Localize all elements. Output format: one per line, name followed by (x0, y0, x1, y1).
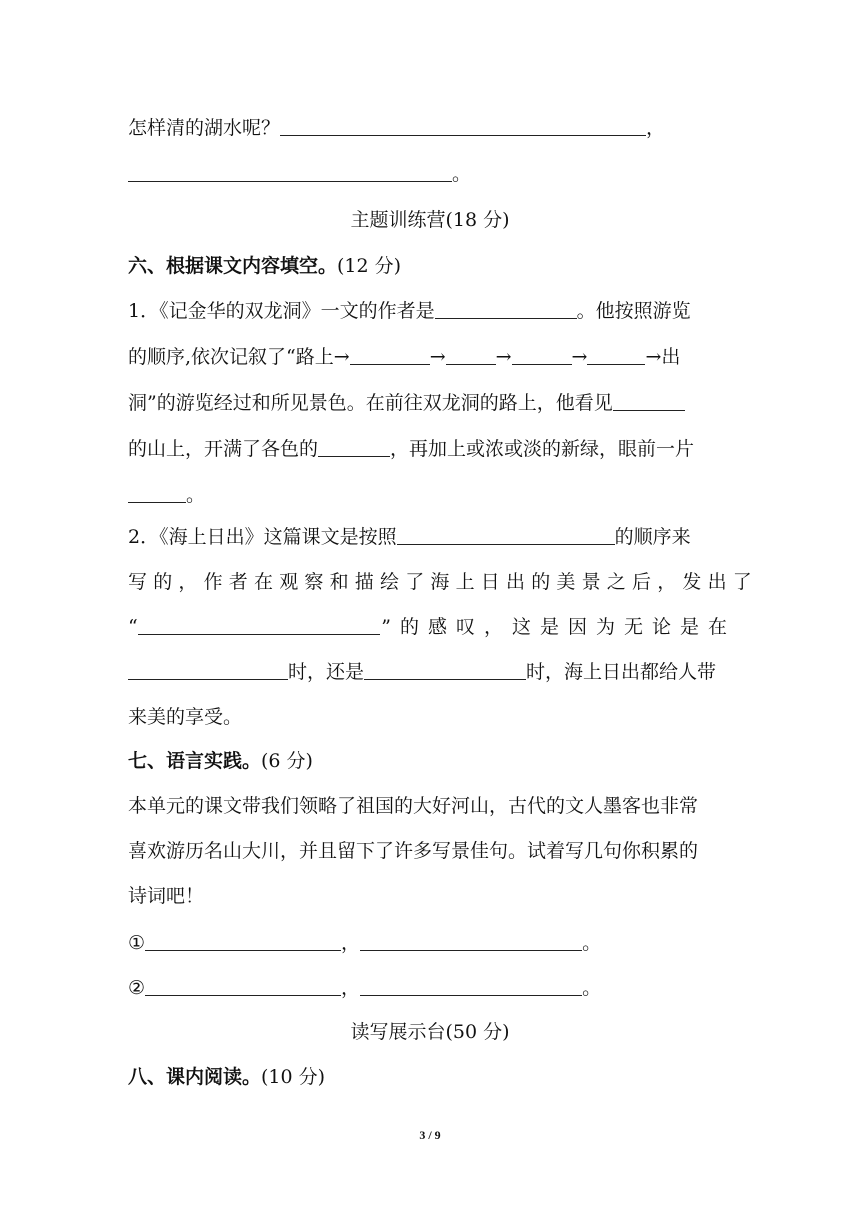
answer-blank[interactable] (613, 390, 685, 411)
q6-item1-line4 (128, 435, 736, 463)
q6-item1-line2 (128, 343, 736, 371)
text: ”的感叹，这是因为无论是在 (381, 616, 736, 638)
q5-line1-text: 怎样清的湖水呢？ (128, 117, 281, 139)
q5-line-2 (128, 160, 736, 188)
q7-paragraph-3: 诗词吧！ (128, 885, 205, 907)
q8-heading (128, 1063, 736, 1091)
q6-score: (12 分) (337, 255, 402, 277)
q8-heading-text: 八、课内阅读。 (128, 1066, 262, 1088)
punct: ， (341, 932, 361, 954)
page-number: 3 / 9 (419, 1128, 441, 1142)
q6-item1-line3 (128, 389, 736, 417)
answer-blank[interactable] (318, 436, 390, 457)
answer-blank[interactable] (280, 115, 646, 136)
section-title-reading: 读写展示台(50 分) (350, 1021, 510, 1043)
answer-blank[interactable] (360, 930, 582, 951)
q8-score: (10 分) (261, 1066, 326, 1088)
q7-answer-2 (128, 974, 736, 1002)
q5-line-1 (128, 114, 736, 142)
answer-blank[interactable] (138, 614, 380, 635)
item-number: 1． (128, 300, 160, 322)
section-title-theme: 主题训练营(18 分) (350, 209, 510, 231)
q6-item2-line2: 写的，作者在观察和描绘了海上日出的美景之后，发出了 (128, 571, 759, 593)
answer-blank[interactable] (512, 344, 572, 365)
circle-one-icon: ① (128, 932, 146, 954)
answer-blank[interactable] (145, 975, 341, 996)
arrow: → (333, 346, 350, 368)
answer-blank[interactable] (145, 930, 341, 951)
text: ，再加上或浓或淡的新绿，眼前一片 (390, 438, 695, 460)
punct: ， (646, 117, 666, 139)
circle-two-icon: ② (128, 977, 146, 999)
arrow: → (571, 346, 588, 368)
text: 出 (661, 346, 681, 368)
answer-blank[interactable] (128, 482, 186, 503)
arrow: → (645, 346, 662, 368)
q7-heading-text: 七、语言实践。 (128, 750, 262, 772)
q7-score: (6 分) (261, 750, 313, 772)
text: 的山上，开满了各色的 (128, 438, 319, 460)
answer-blank[interactable] (587, 344, 645, 365)
answer-blank[interactable] (446, 344, 496, 365)
punct: 。 (186, 484, 206, 506)
q6-item2-line1 (128, 523, 736, 551)
answer-blank[interactable] (364, 659, 526, 680)
item-number: 2． (128, 526, 160, 548)
q6-item1-line1 (128, 297, 736, 325)
q6-heading-text: 六、根据课文内容填空。 (128, 255, 338, 277)
q7-paragraph-1: 本单元的课文带我们领略了祖国的大好河山，古代的文人墨客也非常 (128, 795, 699, 817)
answer-blank[interactable] (350, 344, 430, 365)
q7-paragraph-2: 喜欢游历名山大川，并且留下了许多写景佳句。试着写几句你积累的 (128, 840, 699, 862)
punct: ， (341, 977, 361, 999)
quote-open: “ (128, 616, 138, 638)
q6-item1-line5 (128, 481, 736, 509)
text: 的顺序,依次记叙了“路上 (128, 346, 334, 368)
text: 时，海上日出都给人带 (526, 661, 717, 683)
punct: 。 (452, 163, 472, 185)
text: 。他按照游览 (576, 300, 691, 322)
punct: 。 (582, 977, 602, 999)
q6-heading (128, 252, 736, 280)
q6-item2-line5: 来美的享受。 (128, 706, 243, 728)
punct: 。 (582, 932, 602, 954)
q6-item2-line3-left (128, 613, 380, 641)
text: 《海上日出》这篇课文是按照 (159, 526, 397, 548)
answer-blank[interactable] (360, 975, 582, 996)
text: 洞”的游览经过和所见景色。在前往双龙洞的路上，他看见 (128, 392, 613, 414)
arrow: → (495, 346, 512, 368)
q6-item2-line4 (128, 658, 736, 686)
text: 的顺序来 (614, 526, 691, 548)
answer-blank[interactable] (435, 298, 577, 319)
answer-blank[interactable] (128, 161, 452, 182)
text: 《记金华的双龙洞》一文的作者是 (159, 300, 435, 322)
q6-item2-line3 (128, 613, 736, 641)
arrow: → (429, 346, 446, 368)
answer-blank[interactable] (397, 524, 615, 545)
q7-heading (128, 747, 736, 775)
q7-answer-1 (128, 929, 736, 957)
text: 时，还是 (288, 661, 365, 683)
answer-blank[interactable] (128, 659, 288, 680)
